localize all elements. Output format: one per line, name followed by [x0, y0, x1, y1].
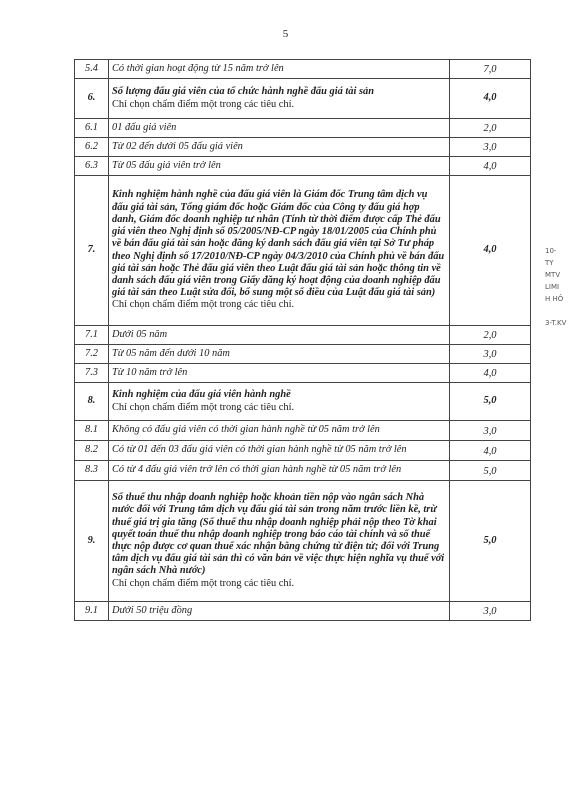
criterion-code: 8.1	[75, 421, 109, 441]
criterion-note: Chỉ chọn chấm điểm một trong các tiêu chí.	[112, 577, 295, 589]
criterion-description: Từ 10 năm trở lên	[109, 364, 450, 383]
criterion-description: Có từ 01 đến 03 đấu giá viên có thời gian hành nghề từ 05 năm trở lên	[109, 441, 450, 461]
criterion-score: 7,0	[450, 60, 531, 79]
criterion-code: 6.	[75, 79, 109, 119]
sub-criterion-row	[75, 345, 531, 364]
page-number: 5	[282, 28, 289, 40]
criterion-row	[75, 383, 531, 421]
criterion-score: 3,0	[450, 138, 531, 157]
sub-criterion-row	[75, 326, 531, 345]
criterion-code: 7.1	[75, 326, 109, 345]
sub-criterion-row	[75, 157, 531, 176]
stamp-text: LIMI	[545, 283, 560, 291]
criterion-code: 8.	[75, 383, 109, 421]
sub-criterion-row	[75, 441, 531, 461]
criterion-description: Từ 02 đến dưới 05 đấu giá viên	[109, 138, 450, 157]
criterion-code: 7.	[75, 176, 109, 326]
criterion-description	[109, 481, 450, 602]
criterion-code: 7.2	[75, 345, 109, 364]
criterion-row	[75, 481, 531, 602]
criterion-code: 5.4	[75, 60, 109, 79]
criterion-heading: Kinh nghiệm của đấu giá viên hành nghề	[112, 389, 291, 401]
criterion-score: 4,0	[450, 157, 531, 176]
criterion-heading: Kinh nghiệm hành nghề của đấu giá viên là Giám đốc Trung tâm dịch vụ đấu giá tài sản, Tổng giám đốc hoặc Giám đốc của Công ty đấu giá hợp danh, Giám đốc doanh nghiệp tư nhân (Tính từ thời điểm được cấp Thẻ đấu giá viên theo Nghị định số 05/2005/NĐ-CP ngày 18/01/2005 của Chính phủ về bán đấu giá tài sản hoặc đăng ký danh sách đấu giá viên tại Sở Tư pháp theo Nghị định số 17/2010/NĐ-CP ngày 04/3/2010 của Chính phủ về bán đấu giá tài sản hoặc Thẻ đấu giá viên theo Luật đấu giá tài sản hoặc thông tin về danh sách đấu giá viên trong Giấy đăng ký hoạt động của doanh nghiệp đấu giá tài sản theo Luật sửa đổi, bổ sung một số điều của Luật đấu giá tài sản)	[112, 189, 445, 299]
sub-criterion-row	[75, 602, 531, 621]
criterion-code: 6.2	[75, 138, 109, 157]
criterion-score: 5,0	[450, 481, 531, 602]
criterion-description: 01 đấu giá viên	[109, 119, 450, 138]
stamp-text: MTV	[545, 271, 561, 279]
sub-criterion-row	[75, 461, 531, 481]
criterion-description: Có thời gian hoạt động từ 15 năm trở lên	[109, 60, 450, 79]
criterion-score: 4,0	[450, 441, 531, 461]
criterion-note: Chỉ chọn chấm điểm một trong các tiêu chí.	[112, 401, 295, 413]
criterion-score: 3,0	[450, 345, 531, 364]
criterion-score: 4,0	[450, 79, 531, 119]
criterion-code: 6.1	[75, 119, 109, 138]
criterion-row	[75, 176, 531, 326]
criterion-heading: Số lượng đấu giá viên của tổ chức hành nghề đấu giá tài sản	[112, 86, 374, 98]
sub-criterion-row	[75, 138, 531, 157]
criterion-score: 2,0	[450, 119, 531, 138]
sub-criterion-row	[75, 119, 531, 138]
criterion-description: Có từ 4 đấu giá viên trở lên có thời gian hành nghề từ 05 năm trở lên	[109, 461, 450, 481]
criterion-score: 4,0	[450, 364, 531, 383]
sub-criterion-row	[75, 421, 531, 441]
criterion-score: 5,0	[450, 383, 531, 421]
criterion-description	[109, 383, 450, 421]
sub-criterion-row	[75, 364, 531, 383]
criterion-code: 8.3	[75, 461, 109, 481]
criterion-code: 6.3	[75, 157, 109, 176]
criterion-code: 9.1	[75, 602, 109, 621]
criterion-score: 5,0	[450, 461, 531, 481]
criteria-table	[74, 59, 531, 621]
criterion-description: Dưới 05 năm	[109, 326, 450, 345]
criterion-description: Dưới 50 triệu đồng	[109, 602, 450, 621]
criterion-description	[109, 79, 450, 119]
criterion-score: 3,0	[450, 602, 531, 621]
criterion-description: Không có đấu giá viên có thời gian hành nghề từ 05 năm trở lên	[109, 421, 450, 441]
stamp-text: 3-T.KV	[545, 319, 567, 327]
sub-criterion-row	[75, 60, 531, 79]
criterion-description	[109, 176, 450, 326]
criterion-row	[75, 79, 531, 119]
stamp-text: 10-	[545, 247, 557, 255]
criterion-description: Từ 05 năm đến dưới 10 năm	[109, 345, 450, 364]
stamp-text: TY	[545, 259, 554, 267]
criterion-description: Từ 05 đấu giá viên trở lên	[109, 157, 450, 176]
criterion-note: Chỉ chọn chấm điểm một trong các tiêu chí.	[112, 299, 295, 311]
criterion-score: 4,0	[450, 176, 531, 326]
stamp-fragment	[545, 245, 571, 329]
criterion-score: 3,0	[450, 421, 531, 441]
criterion-note: Chỉ chọn chấm điểm một trong các tiêu chí.	[112, 98, 295, 110]
criterion-score: 2,0	[450, 326, 531, 345]
stamp-text: H HÔ	[545, 295, 564, 303]
criterion-code: 7.3	[75, 364, 109, 383]
criterion-heading: Số thuế thu nhập doanh nghiệp hoặc khoản tiền nộp vào ngân sách Nhà nước đối với Trung tâm dịch vụ đấu giá tài sản trong năm trước liền kề, trừ thuế giá trị gia tăng (Số thuế thu nhập doanh nghiệp phải nộp theo Tờ khai quyết toán thuế thu nhập doanh nghiệp trong báo cáo tài chính và số thuế thực nộp được cơ quan thuế xác nhận bằng chứng từ điện tử; đối với Trung tâm dịch vụ đấu giá tài sản thì có văn bản về việc thực hiện nghĩa vụ thuế với ngân sách Nhà nước)	[112, 492, 445, 577]
stamp-text	[545, 305, 571, 317]
criterion-code: 8.2	[75, 441, 109, 461]
criterion-code: 9.	[75, 481, 109, 602]
